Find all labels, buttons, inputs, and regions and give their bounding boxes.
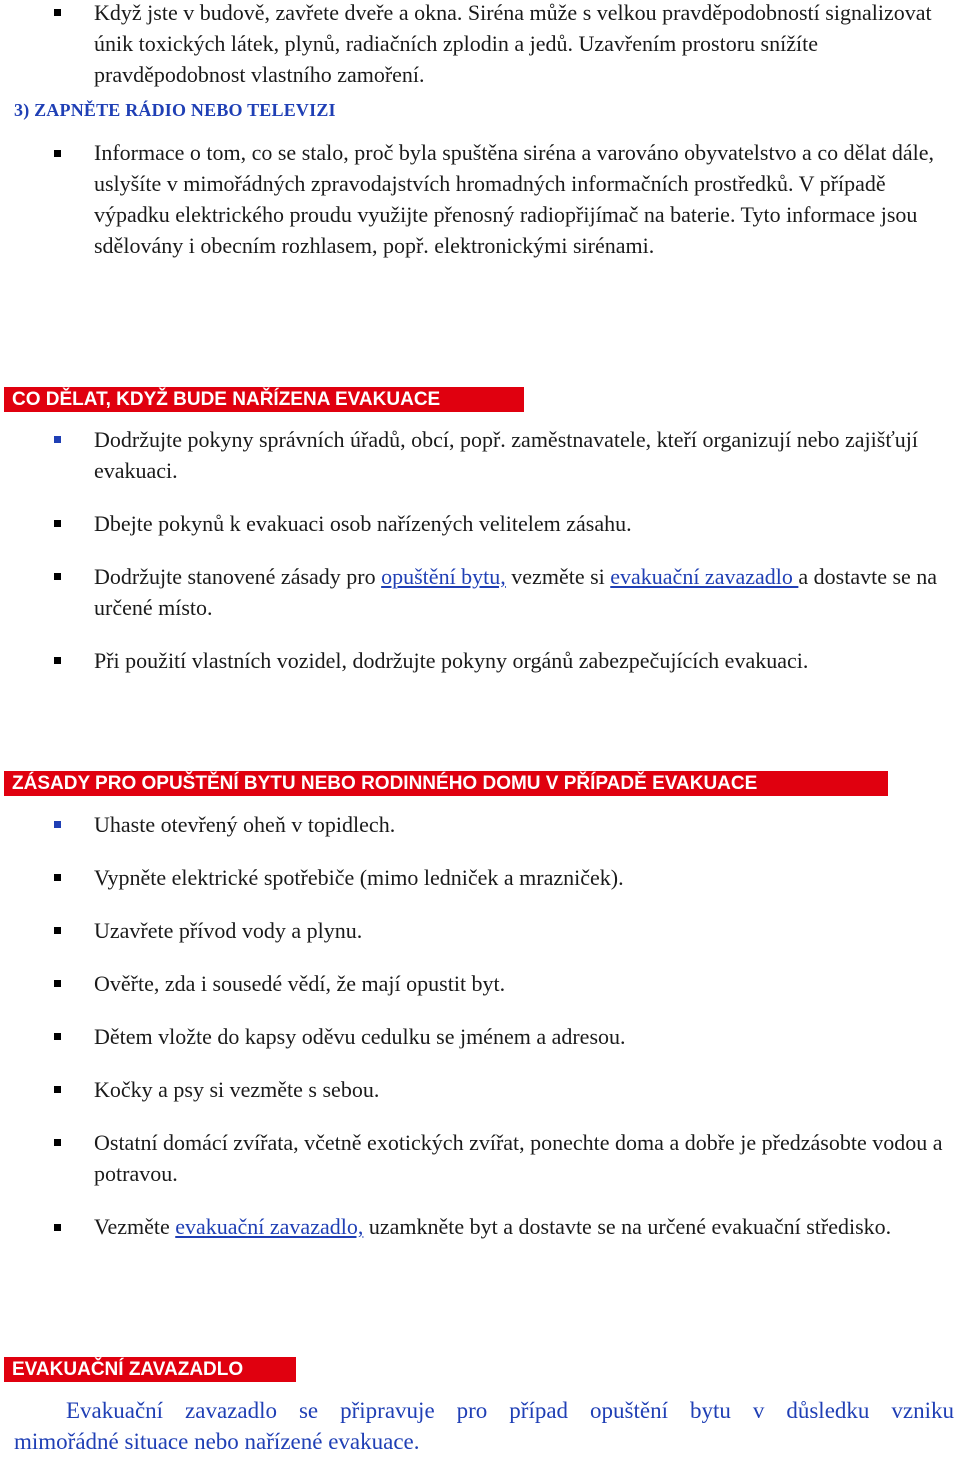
paragraph-line: Evakuační zavazadlo se připravuje pro případ opuštění bytu v důsledku vzniku [66,1398,954,1423]
bullet-icon [54,436,61,443]
heading-evacuation-baggage-banner: EVAKUAČNÍ ZAVAZADLO [4,1357,296,1382]
list-item-extinguish-fire: Uhaste otevřený oheň v topidlech. [94,812,396,837]
bullet-icon [54,520,61,527]
text-segment: uzamkněte byt a dostavte se na určené evakuační středisko. [363,1214,892,1239]
heading-leaving-rules-banner: ZÁSADY PRO OPUŠTĚNÍ BYTU NEBO RODINNÉHO DOMU V PŘÍPADĚ EVAKUACE [4,771,888,796]
link-evacuation-baggage[interactable]: evakuační zavazadlo [610,564,799,589]
bullet-icon [54,1086,61,1093]
text-segment: Dodržujte stanovené zásady pro [94,564,382,589]
list-item-children-tag: Dětem vložte do kapsy oděvu cedulku se jménem a adresou. [94,1024,626,1049]
text-segment: Vezměte [94,1214,176,1239]
list-item-switch-off-appliances: Vypněte elektrické spotřebiče (mimo ledniček a mrazniček). [94,865,624,890]
list-item-other-animals: Ostatní domácí zvířata, včetně exotických zvířat, ponechte doma a dobře je předzásobte vodou a potravou. [94,1130,943,1186]
text-segment: vezměte si [505,564,611,589]
bullet-icon [54,1224,61,1231]
heading-evacuation-banner: CO DĚLAT, KDYŽ BUDE NAŘÍZENA EVAKUACE [4,387,524,412]
bullet-icon [54,1033,61,1040]
bullet-icon [54,874,61,881]
bullet-icon [54,150,61,157]
list-item-follow-instructions: Dodržujte pokyny správních úřadů, obcí, popř. zaměstnavatele, kteří organizují nebo zajišťují evakuaci. [94,427,918,483]
list-item-close-water-gas: Uzavřete přívod vody a plynu. [94,918,363,943]
bullet-icon [54,9,61,16]
bullet-icon [54,573,61,580]
list-item-check-neighbours: Ověřte, zda i sousedé vědí, že mají opustit byt. [94,971,506,996]
bullet-icon [54,1139,61,1146]
paragraph-radio-info: Informace o tom, co se stalo, proč byla spuštěna siréna a varováno obyvatelstvo a co dělat dále, uslyšíte v mimořádných zpravodajstvích hromadných informačních prostředků. V případě výpadku elektrického proudu využijte přenosný radiopřijímač na baterie. Tyto informace jsou sdělovány i obecním rozhlasem, popř. elektronickými sirénami. [94,140,934,258]
link-evacuation-baggage-2[interactable]: evakuační zavazadlo, [175,1214,364,1239]
paragraph-line: mimořádné situace nebo nařízené evakuace. [14,1429,420,1454]
paragraph-close-doors: Když jste v budově, zavřete dveře a okna. Siréna může s velkou pravděpodobností signalizovat únik toxických látek, plynů, radiačních zplodin a jedů. Uzavřením prostoru snížíte pravděpodobnost vlastního zamoření. [94,0,932,87]
bullet-icon [54,927,61,934]
paragraph-baggage-intro [14,1395,954,1457]
list-item-cats-dogs: Kočky a psy si vezměte s sebou. [94,1077,380,1102]
bullet-icon [54,980,61,987]
list-item-take-baggage [94,1211,952,1242]
text-segment: a dostavte se na určené místo. [94,564,938,620]
bullet-icon [54,657,61,664]
list-item-own-vehicles: Při použití vlastních vozidel, dodržujte pokyny orgánů zabezpečujících evakuaci. [94,648,809,673]
link-leaving-flat[interactable]: opuštění bytu, [381,564,506,589]
heading-turn-on-radio: 3) ZAPNĚTE RÁDIO NEBO TELEVIZI [14,100,336,120]
list-item-evacuation-orders: Dbejte pokynů k evakuaci osob nařízených velitelem zásahu. [94,511,632,536]
list-item-leaving-rules [94,561,952,623]
bullet-icon [54,821,61,828]
